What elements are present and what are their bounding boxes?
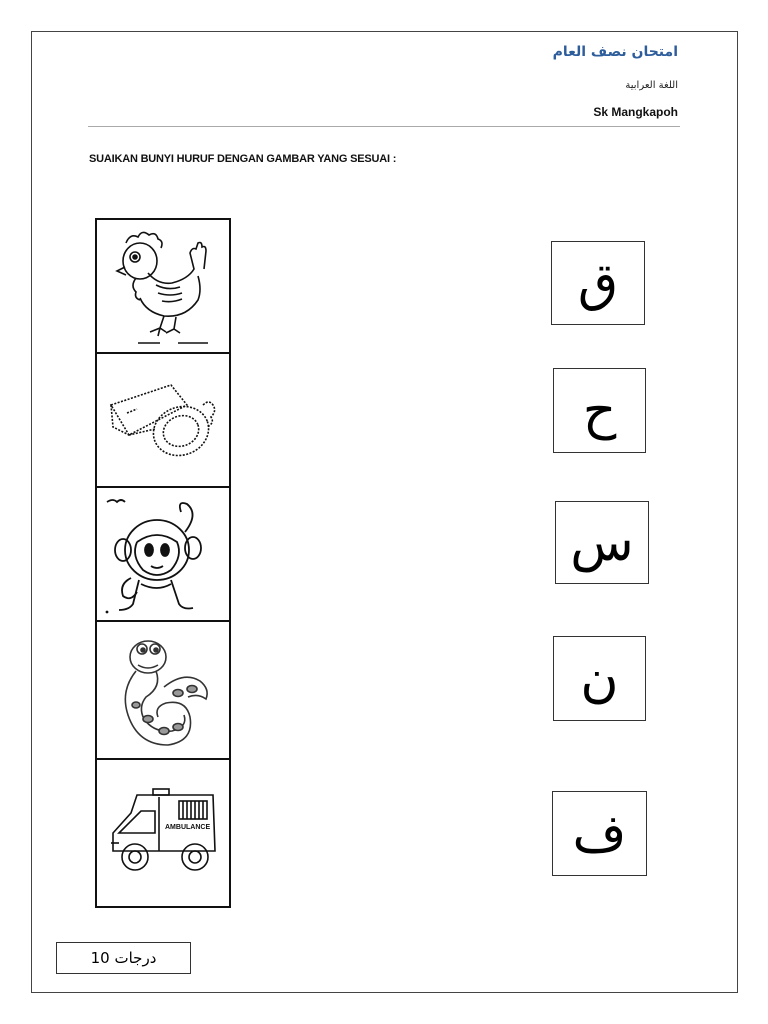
school-name: Sk Mangkapoh <box>593 105 678 119</box>
subject-label: اللغة العرابية <box>625 80 678 91</box>
exam-title: امتحان نصف العام <box>552 44 678 60</box>
picture-cell-ambulance[interactable] <box>97 760 229 906</box>
picture-cell-snake[interactable] <box>97 622 229 760</box>
picture-cell-whistle[interactable] <box>97 354 229 488</box>
snake-icon <box>108 627 218 753</box>
letter-box-fa[interactable] <box>552 791 647 876</box>
picture-cell-monkey[interactable] <box>97 488 229 622</box>
hen-icon <box>108 223 218 349</box>
header-divider <box>88 126 680 127</box>
score-text: درجات 10 <box>90 949 157 967</box>
letter-qaf: ق <box>577 253 619 313</box>
score-box <box>56 942 191 974</box>
letter-box-sin[interactable] <box>555 501 649 584</box>
whistle-icon <box>103 365 223 475</box>
monkey-icon <box>101 492 225 616</box>
picture-column <box>95 218 231 908</box>
ambulance-icon <box>107 783 219 883</box>
letter-box-qaf[interactable] <box>551 241 645 325</box>
instruction-text: SUAIKAN BUNYI HURUF DENGAN GAMBAR YANG SESUAI : <box>89 153 397 165</box>
letter-box-nun[interactable] <box>553 636 646 721</box>
ambulance-label: AMBULANCE <box>165 824 211 831</box>
letter-fa: ف <box>572 803 627 864</box>
letter-nun: ن <box>580 648 619 709</box>
picture-cell-hen[interactable] <box>97 220 229 354</box>
letter-ha: ح <box>582 380 617 441</box>
letter-sin: س <box>570 512 634 573</box>
letter-box-ha[interactable] <box>553 368 646 453</box>
